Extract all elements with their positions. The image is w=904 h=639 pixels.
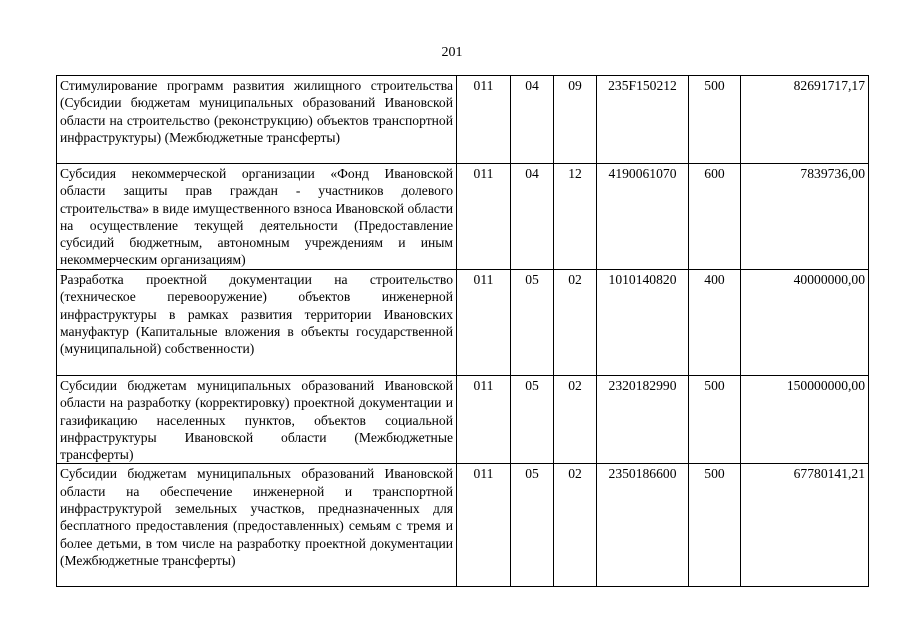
expense-type-code: 600 — [689, 164, 741, 270]
subsection-code: 12 — [554, 164, 597, 270]
section-code: 05 — [511, 376, 554, 464]
target-article-code: 1010140820 — [597, 270, 689, 376]
target-article-code: 2350186600 — [597, 464, 689, 587]
subsection-code: 02 — [554, 376, 597, 464]
ministry-code: 011 — [457, 270, 511, 376]
amount: 40000000,00 — [741, 270, 869, 376]
section-code: 04 — [511, 164, 554, 270]
budget-table — [56, 75, 869, 587]
amount: 67780141,21 — [741, 464, 869, 587]
row-description: Субсидия некоммерческой организации «Фонд Ивановской области защиты прав граждан - участников долевого строительства» в виде имущественного взноса Ивановской области на осуществление текущей деятельности (Предоставление субсидий бюджетным, автономным учреждениям и иным некоммерческим организациям) — [57, 164, 457, 270]
table-row — [57, 464, 869, 587]
amount: 7839736,00 — [741, 164, 869, 270]
expense-type-code: 500 — [689, 464, 741, 587]
row-description: Стимулирование программ развития жилищного строительства (Субсидии бюджетам муниципальных образований Ивановской области на строительство (реконструкцию) объектов транспортной инфраструктуры) (Межбюджетные трансферты) — [57, 76, 457, 164]
row-description: Разработка проектной документации на строительство (техническое перевооружение) объектов инженерной инфраструктуры в рамках развития территории Ивановских мануфактур (Капитальные вложения в объекты государственной (муниципальной) собственности) — [57, 270, 457, 376]
target-article-code: 2320182990 — [597, 376, 689, 464]
section-code: 05 — [511, 464, 554, 587]
expense-type-code: 500 — [689, 376, 741, 464]
amount: 150000000,00 — [741, 376, 869, 464]
table-row — [57, 76, 869, 164]
ministry-code: 011 — [457, 76, 511, 164]
page-number: 201 — [441, 45, 463, 60]
amount: 82691717,17 — [741, 76, 869, 164]
subsection-code: 02 — [554, 464, 597, 587]
ministry-code: 011 — [457, 164, 511, 270]
table-row — [57, 376, 869, 464]
table-row — [57, 164, 869, 270]
expense-type-code: 400 — [689, 270, 741, 376]
subsection-code: 02 — [554, 270, 597, 376]
row-description: Субсидии бюджетам муниципальных образований Ивановской области на обеспечение инженерной и транспортной инфраструктурой земельных участков, предназначенных для бесплатного предоставления (предоставленных) семьям с тремя и более детьми, в том числе на разработку проектной документации (Межбюджетные трансферты) — [57, 464, 457, 587]
ministry-code: 011 — [457, 464, 511, 587]
section-code: 05 — [511, 270, 554, 376]
target-article-code: 4190061070 — [597, 164, 689, 270]
table-row — [57, 270, 869, 376]
subsection-code: 09 — [554, 76, 597, 164]
section-code: 04 — [511, 76, 554, 164]
row-description: Субсидии бюджетам муниципальных образований Ивановской области на разработку (корректировку) проектной документации и газификацию населенных пунктов, объектов социальной инфраструктуры Ивановской области (Межбюджетные трансферты) — [57, 376, 457, 464]
ministry-code: 011 — [457, 376, 511, 464]
target-article-code: 235F150212 — [597, 76, 689, 164]
expense-type-code: 500 — [689, 76, 741, 164]
